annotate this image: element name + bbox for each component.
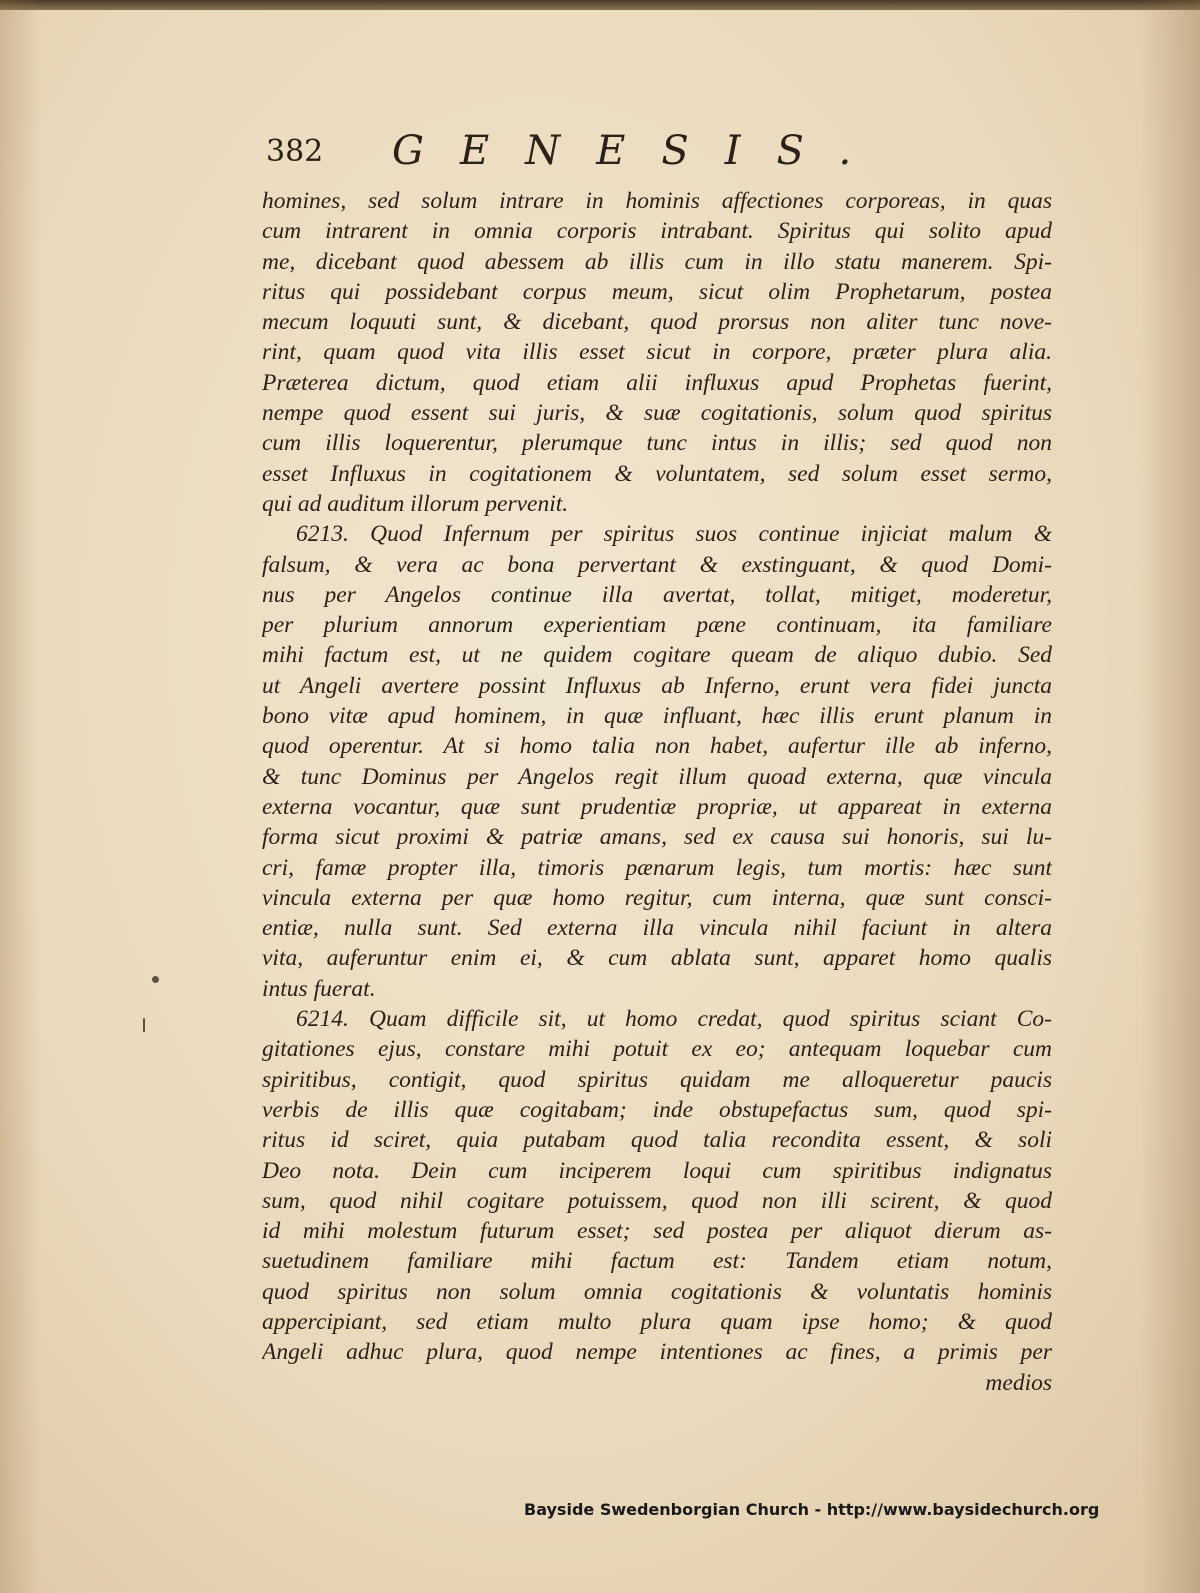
text-line: homines, sed solum intrare in hominis affectiones corporeas, in quas [262, 188, 1052, 214]
text-line: cum illis loquerentur, plerumque tunc intus in illis; sed quod non [262, 430, 1052, 457]
text-line: medios [985, 1369, 1052, 1396]
ink-speck [152, 976, 159, 983]
text-line: quod operentur. At si homo talia non habet, aufertur ille ab inferno, [262, 733, 1052, 760]
text-line: per plurium annorum experientiam pæne continuam, ita familiare [262, 612, 1052, 639]
text-line: ritus qui possidebant corpus meum, sicut olim Prophetarum, postea [262, 278, 1052, 305]
text-line: intus fuerat. [262, 975, 376, 1002]
text-line: appercipiant, sed etiam multo plura quam ipse homo; & quod [262, 1308, 1052, 1335]
page-number: 382 [266, 134, 324, 169]
running-head [266, 128, 926, 178]
text-line: me, dicebant quod abessem ab illis cum in illo statu manerem. Spi- [262, 248, 1052, 275]
text-line: ritus id sciret, quia putabam quod talia recondita essent, & soli [262, 1127, 1052, 1154]
text-line: 6214. Quam difficile sit, ut homo credat, quod spiritus sciant Co- [296, 1006, 1052, 1033]
text-line: ut Angeli avertere possint Influxus ab Inferno, erunt vera fidei juncta [262, 672, 1052, 699]
text-line: mecum loquuti sunt, & dicebant, quod prorsus non aliter tunc nove- [262, 309, 1052, 336]
page-title: GENESIS. [392, 128, 888, 174]
text-line: Deo nota. Dein cum inciperem loqui cum spiritibus indignatus [262, 1157, 1052, 1184]
text-line: nus per Angelos continue illa avertat, tollat, mitiget, moderetur, [262, 581, 1052, 608]
text-line: cum intrarent in omnia corporis intrabant. Spiritus qui solito apud [262, 218, 1052, 245]
text-line: quod spiritus non solum omnia cogitationis & voluntatis hominis [262, 1278, 1052, 1305]
text-line: id mihi molestum futurum esset; sed postea per aliquot dierum as- [262, 1218, 1052, 1245]
text-line: bono vitæ apud hominem, in quæ influant, hæc illis erunt planum in [262, 703, 1052, 730]
text-line: Præterea dictum, quod etiam alii influxus apud Prophetas fuerint, [262, 369, 1052, 396]
watermark: Bayside Swedenborgian Church - http://www.baysidechurch.org [524, 1500, 1100, 1519]
text-line: rint, quam quod vita illis esset sicut in corpore, præter plura alia. [262, 339, 1052, 366]
text-line: suetudinem familiare mihi factum est: Tandem etiam notum, [262, 1248, 1052, 1275]
text-line: vita, auferuntur enim ei, & cum ablata sunt, apparet homo qualis [262, 945, 1052, 972]
page-top-edge [0, 0, 1200, 10]
text-line: sum, quod nihil cogitare potuissem, quod non illi scirent, & quod [262, 1187, 1052, 1214]
text-line: externa vocantur, quæ sunt prudentiæ propriæ, ut appareat in externa [262, 793, 1052, 820]
text-line: qui ad auditum illorum pervenit. [262, 490, 569, 517]
text-line: esset Influxus in cogitationem & voluntatem, sed solum esset sermo, [262, 460, 1052, 487]
text-line: forma sicut proximi & patriæ amans, sed ex causa sui honoris, sui lu- [262, 824, 1052, 851]
text-line: vincula externa per quæ homo regitur, cum interna, quæ sunt consci- [262, 884, 1052, 911]
text-line: cri, famæ propter illa, timoris pænarum legis, tum mortis: hæc sunt [262, 854, 1052, 881]
text-line: 6213. Quod Infernum per spiritus suos continue injiciat malum & [296, 521, 1052, 548]
binding-shadow [0, 0, 40, 1593]
text-line: spiritibus, contigit, quod spiritus quidam me alloqueretur paucis [262, 1066, 1052, 1093]
text-line: gitationes ejus, constare mihi potuit ex eo; antequam loquebar cum [262, 1036, 1052, 1063]
text-line: mihi factum est, ut ne quidem cogitare queam de aliquo dubio. Sed [262, 642, 1052, 669]
text-line: entiæ, nulla sunt. Sed externa illa vincula nihil faciunt in altera [262, 915, 1052, 942]
body-text [262, 186, 1052, 1398]
page-edge-shadow [1140, 0, 1200, 1593]
text-line: verbis de illis quæ cogitabam; inde obstupefactus sum, quod spi- [262, 1096, 1052, 1123]
text-line: falsum, & vera ac bona pervertant & exstinguant, & quod Domi- [262, 551, 1052, 578]
ink-speck [143, 1018, 145, 1032]
text-line: Angeli adhuc plura, quod nempe intentiones ac fines, a primis per [262, 1339, 1052, 1366]
text-line: & tunc Dominus per Angelos regit illum quoad externa, quæ vincula [262, 763, 1052, 790]
text-line: nempe quod essent sui juris, & suæ cogitationis, solum quod spiritus [262, 400, 1052, 427]
